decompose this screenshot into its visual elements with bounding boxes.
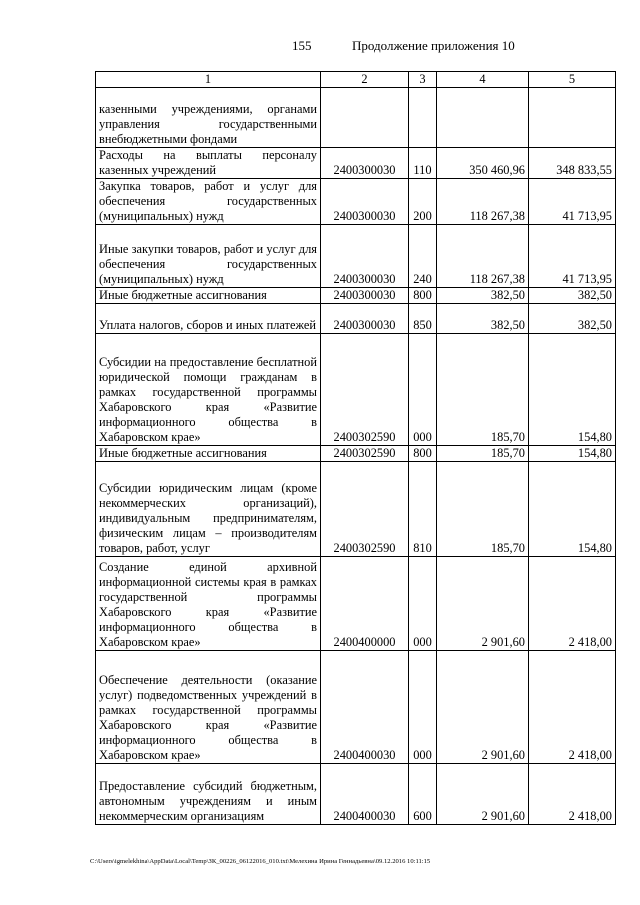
table-row (96, 764, 616, 825)
row-code: 2400302590 (321, 334, 409, 446)
row-code: 2400302590 (321, 446, 409, 462)
row-value-1: 185,70 (437, 462, 529, 557)
column-header-row (96, 72, 616, 88)
row-value-2: 41 713,95 (529, 225, 616, 288)
row-value-1: 118 267,38 (437, 179, 529, 225)
row-value-1: 382,50 (437, 288, 529, 304)
row-type: 600 (409, 764, 437, 825)
row-name: Иные закупки товаров, работ и услуг для обеспечения государственных (муниципальных) нужд (96, 225, 321, 288)
table-row (96, 179, 616, 225)
continuation-title: Продолжение приложения 10 (352, 38, 515, 53)
file-path-footer: C:\Users\igmelekhina\AppData\Local\Temp\ЗК_00226_06122016_010.txt\Мелехина Ирина Геннадьевна\09.12.2016 10:11:15 (90, 858, 431, 865)
row-type: 000 (409, 334, 437, 446)
row-value-2: 382,50 (529, 304, 616, 334)
row-code: 2400400030 (321, 651, 409, 764)
row-type: 850 (409, 304, 437, 334)
row-code: 2400300030 (321, 288, 409, 304)
table-row (96, 148, 616, 179)
row-name: Субсидии на предоставление бесплатной юридической помощи гражданам в рамках государственной программы Хабаровского края «Развитие информационного общества в Хабаровском крае» (96, 334, 321, 446)
row-type: 110 (409, 148, 437, 179)
table-row (96, 288, 616, 304)
row-value-1: 2 901,60 (437, 651, 529, 764)
column-header: 3 (409, 72, 437, 88)
row-name: Уплата налогов, сборов и иных платежей (96, 304, 321, 334)
row-type: 800 (409, 446, 437, 462)
row-name: Создание единой архивной информационной системы края в рамках государственной программы Хабаровского края «Развитие информационного общества в Хабаровском крае» (96, 557, 321, 651)
row-code: 2400400030 (321, 764, 409, 825)
row-value-2 (529, 88, 616, 148)
row-type: 000 (409, 651, 437, 764)
row-code: 2400302590 (321, 462, 409, 557)
row-name: Обеспечение деятельности (оказание услуг) подведомственных учреждений в рамках государственной программы Хабаровского края «Развитие информационного общества в Хабаровском крае» (96, 651, 321, 764)
row-code (321, 88, 409, 148)
page-header (0, 38, 640, 56)
row-value-2: 2 418,00 (529, 651, 616, 764)
budget-table (95, 71, 616, 825)
row-name: Субсидии юридическим лицам (кроме некоммерческих организаций), индивидуальным предпринимателям, физическим лицам – производителям товаров, работ, услуг (96, 462, 321, 557)
row-value-1: 118 267,38 (437, 225, 529, 288)
row-value-2: 2 418,00 (529, 557, 616, 651)
row-value-2: 154,80 (529, 334, 616, 446)
table-row (96, 304, 616, 334)
row-value-2: 2 418,00 (529, 764, 616, 825)
row-name: казенными учреждениями, органами управления государственными внебюджетными фондами (96, 88, 321, 148)
column-header: 2 (321, 72, 409, 88)
row-value-2: 154,80 (529, 446, 616, 462)
row-code: 2400300030 (321, 304, 409, 334)
column-header: 4 (437, 72, 529, 88)
column-header: 1 (96, 72, 321, 88)
column-header: 5 (529, 72, 616, 88)
row-name: Иные бюджетные ассигнования (96, 288, 321, 304)
row-value-1: 382,50 (437, 304, 529, 334)
row-type: 240 (409, 225, 437, 288)
row-value-2: 41 713,95 (529, 179, 616, 225)
row-code: 2400400000 (321, 557, 409, 651)
row-code: 2400300030 (321, 148, 409, 179)
row-name: Закупка товаров, работ и услуг для обеспечения государственных (муниципальных) нужд (96, 179, 321, 225)
row-value-1: 2 901,60 (437, 764, 529, 825)
row-value-1 (437, 88, 529, 148)
row-code: 2400300030 (321, 225, 409, 288)
table-row (96, 88, 616, 148)
table-row (96, 225, 616, 288)
table-row (96, 651, 616, 764)
row-value-2: 382,50 (529, 288, 616, 304)
row-type (409, 88, 437, 148)
row-value-1: 2 901,60 (437, 557, 529, 651)
table-row (96, 446, 616, 462)
table-row (96, 462, 616, 557)
page-number: 155 (292, 38, 312, 53)
row-name: Расходы на выплаты персоналу казенных учреждений (96, 148, 321, 179)
row-code: 2400300030 (321, 179, 409, 225)
row-name: Иные бюджетные ассигнования (96, 446, 321, 462)
row-value-1: 185,70 (437, 334, 529, 446)
row-value-2: 348 833,55 (529, 148, 616, 179)
row-type: 000 (409, 557, 437, 651)
row-type: 200 (409, 179, 437, 225)
row-type: 800 (409, 288, 437, 304)
table-row (96, 334, 616, 446)
table-row (96, 557, 616, 651)
row-type: 810 (409, 462, 437, 557)
row-name: Предоставление субсидий бюджетным, автономным учреждениям и иным некоммерческим организациям (96, 764, 321, 825)
row-value-2: 154,80 (529, 462, 616, 557)
row-value-1: 185,70 (437, 446, 529, 462)
row-value-1: 350 460,96 (437, 148, 529, 179)
